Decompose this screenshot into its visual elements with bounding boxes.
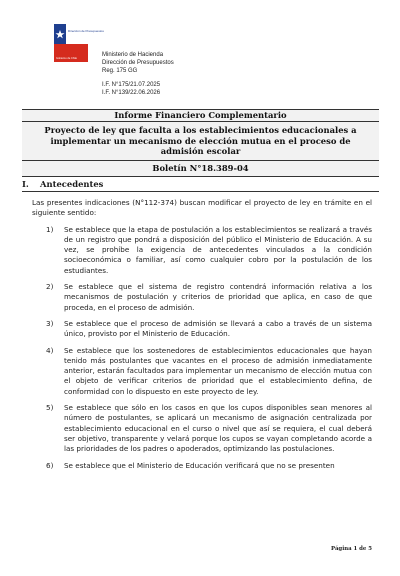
logo-text-bottom: Gobierno de Chile bbox=[56, 57, 77, 60]
list-item-text: Se establece que sólo en los casos en que los cupos disponibles sean menores al número de postulantes, se aplicará un mecanismo de asignación centralizada por establecimiento educacional en el curso o nivel que así se requiera, el cual deberá ser objetivo, transparente y velará porque los cupos se vayan completando acorde a las prioridades de los padres o apoderados, optimizando las postulaciones. bbox=[64, 403, 372, 454]
indications-list bbox=[32, 225, 372, 471]
header-info bbox=[102, 51, 174, 97]
list-item bbox=[32, 225, 372, 276]
list-item-text: Se establece que la etapa de postulación a los establecimientos se realizará a través de un registro que pondrá a disposición del público el Ministerio de Educación. A su vez, se prohíbe la exigencia de antecedentes vinculados a la condición socioeconómica o familiar, así como cualquier cobro por la postulación de los estudiantes. bbox=[64, 224, 372, 275]
list-item-number: 2) bbox=[46, 282, 54, 292]
boletin-number: Boletín N°18.389-04 bbox=[152, 162, 249, 173]
dipres-logo bbox=[54, 24, 104, 62]
list-item bbox=[32, 346, 372, 397]
page-number: Página 1 de 5 bbox=[331, 546, 372, 552]
logo-text-top: Dirección de Presupuestos bbox=[68, 29, 104, 33]
project-title: Proyecto de ley que faculta a los establecimientos educacionales a implementar un mecanismo de elección mutua en el proceso de admisión escolar bbox=[22, 122, 379, 161]
if-primary-label: I.F. N°175/21.07.2025 bbox=[102, 82, 161, 88]
section-heading bbox=[22, 179, 379, 192]
document-type-title: Informe Financiero Complementario bbox=[22, 110, 379, 122]
ministry-label: Ministerio de Hacienda bbox=[102, 52, 164, 58]
list-item bbox=[32, 461, 372, 471]
list-item bbox=[32, 403, 372, 454]
list-item bbox=[32, 282, 372, 313]
list-item-text: Se establece que el Ministerio de Educación verificará que no se presenten bbox=[64, 460, 335, 470]
list-item-number: 6) bbox=[46, 460, 54, 470]
title-box bbox=[22, 109, 379, 177]
if-secondary-label: I.F. N°139/22.06.2026 bbox=[102, 90, 161, 96]
list-item-number: 1) bbox=[46, 224, 54, 234]
list-item-text: Se establece que el sistema de registro contendrá información relativa a los mecanismos de postulación y criterios de prioridad que aplica, en caso de que proceda, en el proceso de admisión. bbox=[64, 282, 372, 312]
intro-paragraph: Las presentes indicaciones (N°112-374) buscan modificar el proyecto de ley en trámite en el siguiente sentido: bbox=[32, 198, 372, 218]
section-number: I. bbox=[22, 179, 29, 189]
list-item bbox=[32, 319, 372, 340]
list-item-text: Se establece que los sostenedores de establecimientos educacionales que hayan tenido más postulantes que vacantes en el proceso de admisión inmediatamente anterior, estarán facultados para implementar un mecanismo de elección mutua con el objeto de verificar criterios de prioridad que el establecimiento defina, de conformidad con lo dispuesto en este proyecto de ley. bbox=[64, 345, 372, 396]
list-item-number: 4) bbox=[46, 345, 54, 355]
directorate-label: Dirección de Presupuestos bbox=[102, 60, 174, 66]
registry-label: Reg. 175 GG bbox=[102, 68, 138, 74]
list-item-number: 3) bbox=[46, 318, 54, 328]
document-body bbox=[32, 198, 372, 477]
list-item-number: 5) bbox=[46, 403, 54, 413]
section-title: Antecedentes bbox=[40, 179, 104, 189]
list-item-text: Se establece que el proceso de admisión se llevará a cabo a través de un sistema único, provisto por el Ministerio de Educación. bbox=[64, 318, 372, 339]
